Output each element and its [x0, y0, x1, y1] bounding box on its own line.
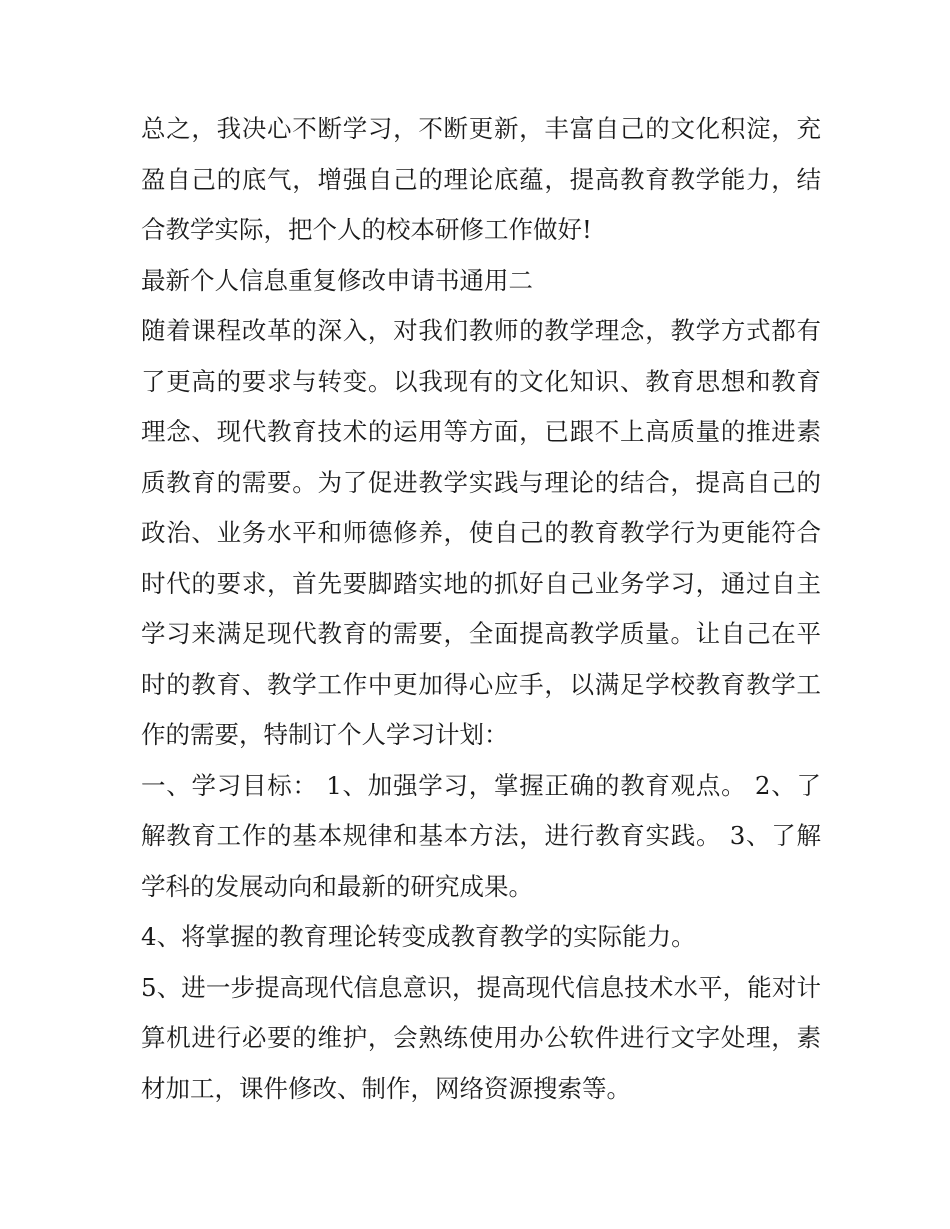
- paragraph-goals: 一、学习目标： 1、加强学习，掌握正确的教育观点。 2、了解教育工作的基本规律和基本方法，进行教育实践。 3、了解学科的发展动向和最新的研究成果。: [141, 770, 821, 901]
- paragraph-goal-4: 4、将掌握的教育理论转变成教育教学的实际能力。: [141, 922, 696, 951]
- paragraph-conclusion: 总之，我决心不断学习，不断更新，丰富自己的文化积淀，充盈自己的底气，增强自己的理论底蕴，提高教育教学能力，结合教学实际，把个人的校本研修工作做好!: [141, 114, 821, 244]
- section-heading: 最新个人信息重复修改申请书通用二: [141, 265, 533, 295]
- document-body: [141, 104, 821, 1114]
- paragraph-intro: 随着课程改革的深入，对我们教师的教学理念，教学方式都有了更高的要求与转变。以我现有的文化知识、教育思想和教育理念、现代教育技术的运用等方面，已跟不上高质量的推进素质教育的需要。为了促进教学实践与理论的结合，提高自己的政治、业务水平和师德修养，使自己的教育教学行为更能符合时代的要求，首先要脚踏实地的抓好自己业务学习，通过自主学习来满足现代教育的需要，全面提高教学质量。让自己在平时的教育、教学工作中更加得心应手，以满足学校教育教学工作的需要，特制订个人学习计划：: [141, 316, 821, 749]
- paragraph-goal-5: 5、进一步提高现代信息意识，提高现代信息技术水平，能对计算机进行必要的维护，会熟练使用办公软件进行文字处理，素材加工，课件修改、制作，网络资源搜索等。: [141, 972, 821, 1103]
